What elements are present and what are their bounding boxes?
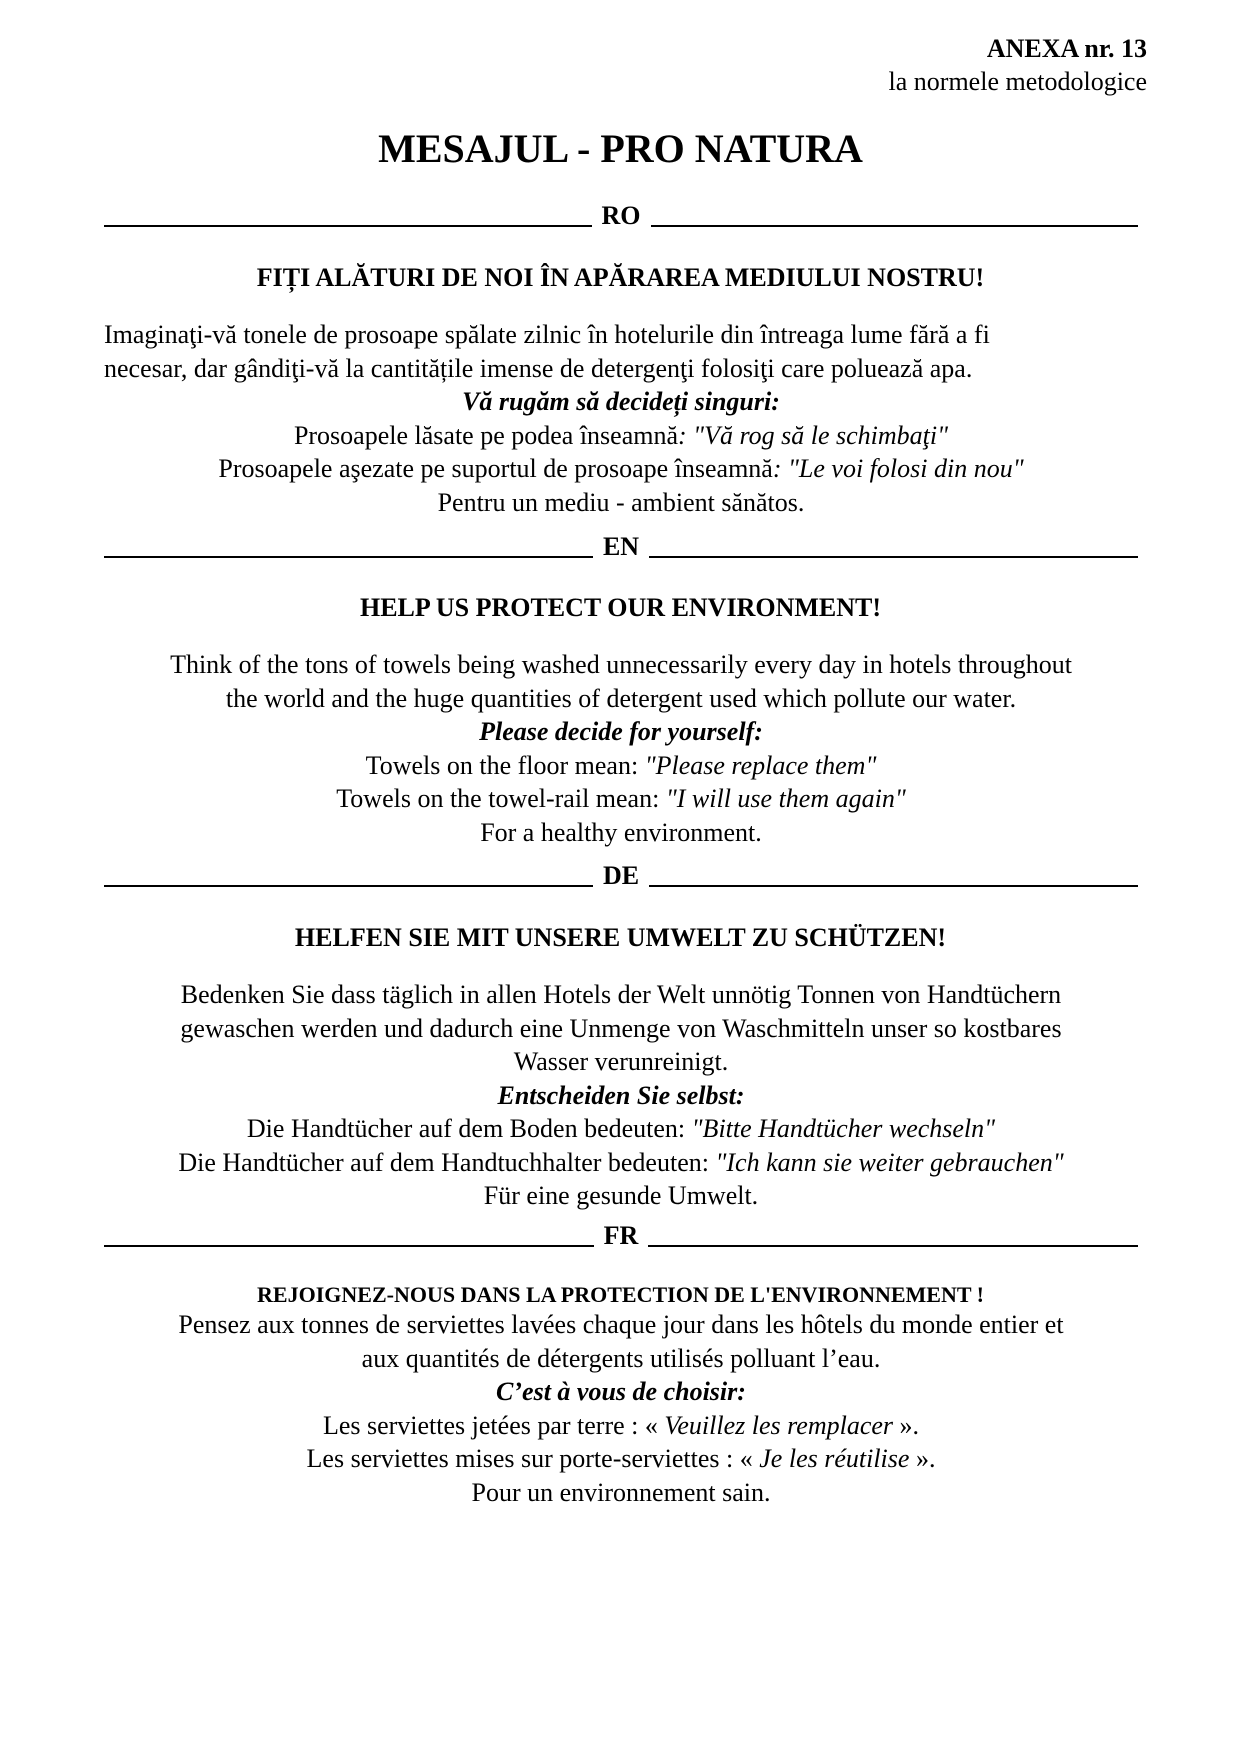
rail-quote: Je les réutilise: [759, 1444, 910, 1473]
intro-line: Imaginaţi-vă tonele de prosoape spălate zilnic în hotelurile din întreaga lume fără a fi: [104, 320, 990, 349]
section-divider-fr: [104, 1220, 1138, 1250]
closing-line: Für eine gesunde Umwelt.: [483, 1181, 759, 1210]
divider-line: [104, 1245, 594, 1247]
rail-quote: "Ich kann sie weiter gebrauchen": [715, 1147, 1064, 1177]
language-code: DE: [602, 861, 640, 890]
floor-label: Towels on the floor mean:: [365, 750, 645, 780]
language-code: RO: [601, 201, 641, 230]
intro-line: the world and the huge quantities of detergent used which pollute our water.: [225, 683, 1017, 713]
divider-line: [104, 556, 593, 558]
choose-line: Please decide for yourself:: [479, 717, 763, 746]
rail-label: Prosoapele aşezate pe suportul de prosoape înseamnă: [218, 454, 773, 483]
floor-end: ».: [893, 1410, 920, 1440]
intro-line: Bedenken Sie dass täglich in allen Hotels der Welt unnötig Tonnen von Handtüchern: [180, 980, 1062, 1009]
section-heading-ro: FIȚI ALĂTURI DE NOI ÎN APĂRAREA MEDIULUI NOSTRU!: [256, 263, 985, 292]
section-body-en: [104, 648, 1138, 849]
rail-label: Die Handtücher auf dem Handtuchhalter bedeuten:: [178, 1147, 716, 1177]
floor-quote: "Please replace them": [644, 750, 877, 780]
floor-quote: Veuillez les remplacer: [664, 1410, 894, 1440]
divider-line: [104, 885, 593, 887]
section-heading-en: HELP US PROTECT OUR ENVIRONMENT!: [359, 593, 882, 622]
section-divider-de: [104, 860, 1138, 890]
floor-label: Prosoapele lăsate pe podea înseamnă: [293, 420, 679, 450]
intro-line: Pensez aux tonnes de serviettes lavées chaque jour dans les hôtels du monde entier et: [178, 1310, 1064, 1339]
section-body-de: [104, 978, 1138, 1213]
rail-quote: : "Le voi folosi din nou": [772, 454, 1024, 483]
annex-subtitle: la normele metodologice: [888, 67, 1147, 96]
rail-end: ».: [909, 1444, 936, 1473]
section-body-fr: [104, 1308, 1138, 1509]
divider-line: [649, 885, 1138, 887]
language-code: EN: [602, 532, 640, 561]
floor-line: [104, 749, 1138, 783]
rail-label: Towels on the towel-rail mean:: [336, 784, 666, 813]
rail-quote: "I will use them again": [665, 784, 906, 813]
section-heading-de: HELFEN SIE MIT UNSERE UMWELT ZU SCHÜTZEN!: [294, 923, 947, 952]
divider-line: [104, 225, 592, 227]
closing-line: Pentru un mediu - ambient sănătos.: [437, 487, 805, 517]
rail-line: [104, 1442, 1138, 1476]
divider-line: [648, 1245, 1138, 1247]
intro-line: aux quantités de détergents utilisés polluant l’eau.: [361, 1343, 881, 1373]
rail-line: [104, 1146, 1138, 1180]
section-divider-ro: [104, 200, 1138, 230]
floor-quote: "Bitte Handtücher wechseln": [691, 1114, 996, 1143]
floor-quote: : "Vă rog să le schimbaţi": [678, 420, 949, 450]
closing-line: For a healthy environment.: [480, 817, 762, 847]
closing-line: Pour un environnement sain.: [471, 1477, 771, 1507]
choose-line: C’est à vous de choisir:: [496, 1377, 746, 1406]
divider-line: [649, 556, 1138, 558]
intro-line: gewaschen werden und dadurch eine Unmenge von Waschmitteln unser so kostbares: [180, 1013, 1062, 1043]
floor-label: Les serviettes jetées par terre : «: [322, 1410, 665, 1440]
section-heading-fr: REJOIGNEZ-NOUS DANS LA PROTECTION DE L'ENVIRONNEMENT !: [257, 1282, 984, 1307]
divider-line: [651, 225, 1139, 227]
language-code: FR: [603, 1221, 639, 1250]
document-title: MESAJUL - PRO NATURA: [378, 126, 863, 171]
section-divider-en: [104, 531, 1138, 561]
annex-number: ANEXA nr. 13: [986, 34, 1147, 63]
rail-line: [104, 452, 1138, 486]
rail-line: [104, 782, 1138, 816]
rail-label: Les serviettes mises sur porte-serviettes : «: [306, 1444, 760, 1473]
floor-line: [104, 1112, 1138, 1146]
floor-line: [104, 419, 1138, 453]
choose-line: Vă rugăm să decideți singuri:: [462, 387, 780, 416]
annex-reference: [889, 32, 1147, 98]
floor-line: [104, 1409, 1138, 1443]
intro-line: necesar, dar gândiţi-vă la cantitățile imense de detergenţi folosiţi care poluează apa.: [104, 353, 973, 383]
intro-line: Think of the tons of towels being washed unnecessarily every day in hotels throughout: [170, 650, 1072, 679]
floor-label: Die Handtücher auf dem Boden bedeuten:: [246, 1114, 692, 1143]
intro-line: Wasser verunreinigt.: [513, 1047, 729, 1076]
section-body-ro: [104, 318, 1138, 519]
choose-line: Entscheiden Sie selbst:: [497, 1080, 745, 1110]
